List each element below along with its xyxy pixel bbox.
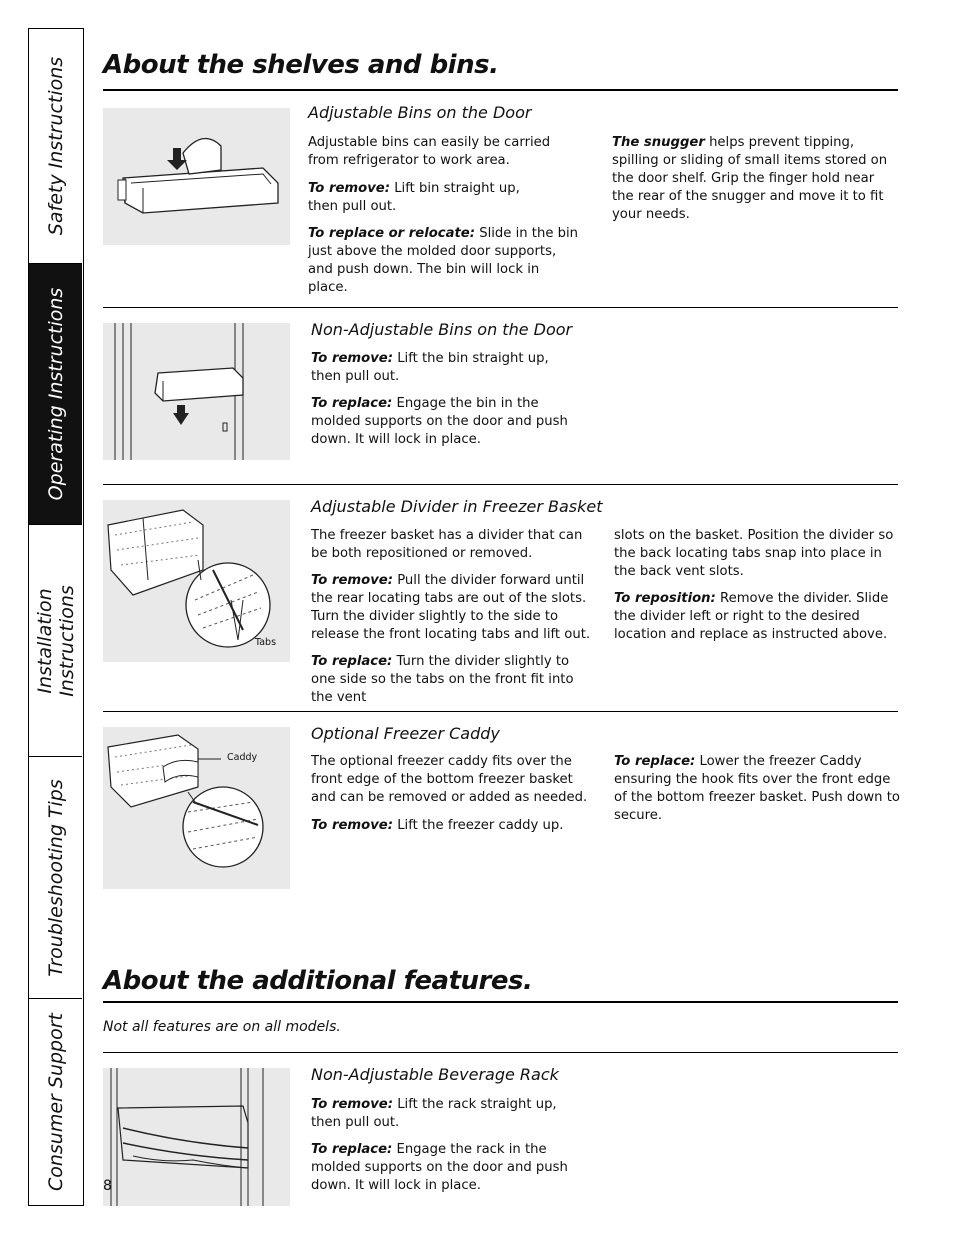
- freezer-caddy-illustration: [103, 727, 290, 889]
- title-rule: [103, 1001, 898, 1003]
- side-tabs: [28, 28, 84, 1206]
- divider-heading: Adjustable Divider in Freezer Basket: [311, 497, 603, 516]
- beverage-rack-remove: [311, 1096, 571, 1132]
- caddy-heading: Optional Freezer Caddy: [311, 724, 500, 743]
- divider-intro: The freezer basket has a divider that can be both repositioned or removed.: [311, 528, 583, 561]
- label: The snugger: [612, 135, 705, 150]
- tab-label: Operating Instructions: [44, 287, 67, 501]
- divider-reposition: [614, 590, 898, 644]
- label: To replace:: [311, 396, 393, 411]
- adjustable-bins-remove: [308, 180, 548, 216]
- tab-label: Consumer Support: [44, 1012, 67, 1191]
- label: To replace:: [311, 654, 393, 669]
- section-title: About the additional features.: [103, 966, 533, 996]
- beverage-rack-heading: Non-Adjustable Beverage Rack: [311, 1065, 559, 1084]
- tab-operating-instructions[interactable]: [29, 264, 82, 525]
- caddy-replace: [614, 753, 900, 825]
- divider-remove: [311, 572, 591, 644]
- text: helps prevent tipping, spilling or sliding of small items stored on the door shelf. Grip the finger hold near the rear of the snugger and move it to fit your needs.: [612, 135, 888, 222]
- tab-label: Troubleshooting Tips: [44, 778, 67, 977]
- text: Lift the rack straight up, then pull out.: [311, 1097, 557, 1130]
- text: Lift bin straight up, then pull out.: [308, 181, 520, 214]
- label: To replace or relocate:: [308, 226, 476, 241]
- beverage-rack-replace: [311, 1141, 586, 1195]
- section-divider: [103, 711, 898, 712]
- tab-label: [34, 585, 78, 697]
- nonadjustable-bins-heading: Non-Adjustable Bins on the Door: [311, 320, 573, 339]
- section-divider: [103, 1052, 898, 1053]
- text: Lift the freezer caddy up.: [393, 818, 564, 833]
- tab-label-line2: Instructions: [55, 584, 78, 697]
- adjustable-bins-intro: Adjustable bins can easily be carried from refrigerator to work area.: [308, 135, 551, 168]
- adjustable-bins-heading: Adjustable Bins on the Door: [308, 103, 532, 122]
- adjustable-bin-illustration: [103, 108, 290, 245]
- divider-replace: [311, 653, 591, 707]
- section-title: About the shelves and bins.: [103, 50, 499, 80]
- beverage-rack-illustration: [103, 1068, 290, 1206]
- label: To replace:: [614, 754, 696, 769]
- label: To replace:: [311, 1142, 393, 1157]
- text: Lower the freezer Caddy ensuring the hook fits over the front edge of the bottom freezer basket. Push down to secure.: [614, 754, 900, 823]
- tab-troubleshooting-tips[interactable]: [29, 757, 82, 999]
- text: Engage the bin in the molded supports on the door and push down. It will lock in place.: [311, 396, 568, 447]
- caddy-callout-label: Caddy: [227, 752, 258, 763]
- freezer-basket-divider-illustration: [103, 500, 290, 662]
- title-rule: [103, 89, 898, 91]
- section-divider: [103, 307, 898, 308]
- nonadjustable-bins-remove: [311, 350, 566, 386]
- nonadjustable-bins-replace: [311, 395, 576, 449]
- tab-installation-instructions[interactable]: [29, 525, 82, 757]
- adjustable-bins-replace: [308, 225, 583, 297]
- page-number: 8: [103, 1178, 112, 1194]
- label: To remove:: [311, 1097, 394, 1112]
- section-divider: [103, 484, 898, 485]
- label: To remove:: [308, 181, 391, 196]
- label: To remove:: [311, 818, 394, 833]
- tab-consumer-support[interactable]: [29, 999, 82, 1204]
- text: Lift the bin straight up, then pull out.: [311, 351, 549, 384]
- label: To remove:: [311, 573, 394, 588]
- text: Pull the divider forward until the rear locating tabs are out of the slots. Turn the divider slightly to the side to release the front locating tabs and lift out.: [311, 573, 591, 642]
- text: Remove the divider. Slide the divider left or right to the desired location and replace as instructed above.: [614, 591, 889, 642]
- tab-safety-instructions[interactable]: [29, 29, 82, 264]
- snugger-description: [612, 134, 897, 224]
- text: Engage the rack in the molded supports on the door and push down. It will lock in place.: [311, 1142, 568, 1193]
- label: To remove:: [311, 351, 394, 366]
- label: To reposition:: [614, 591, 716, 606]
- divider-replace-continued: slots on the basket. Position the divider so the back locating tabs snap into place in the back vent slots.: [614, 528, 894, 579]
- tab-label-line1: Installation: [33, 587, 56, 694]
- text: Turn the divider slightly to one side so the tabs on the front fit into the vent: [311, 654, 574, 705]
- availability-note: Not all features are on all models.: [103, 1019, 341, 1035]
- text: Slide in the bin just above the molded door supports, and push down. The bin will lock in place.: [308, 226, 579, 295]
- caddy-intro: The optional freezer caddy fits over the front edge of the bottom freezer basket and can be removed or added as needed.: [311, 754, 588, 805]
- caddy-remove: [311, 817, 591, 835]
- tabs-callout-label: Tabs: [255, 637, 277, 648]
- nonadjustable-bin-illustration: [103, 323, 290, 460]
- tab-label: Safety Instructions: [44, 56, 67, 236]
